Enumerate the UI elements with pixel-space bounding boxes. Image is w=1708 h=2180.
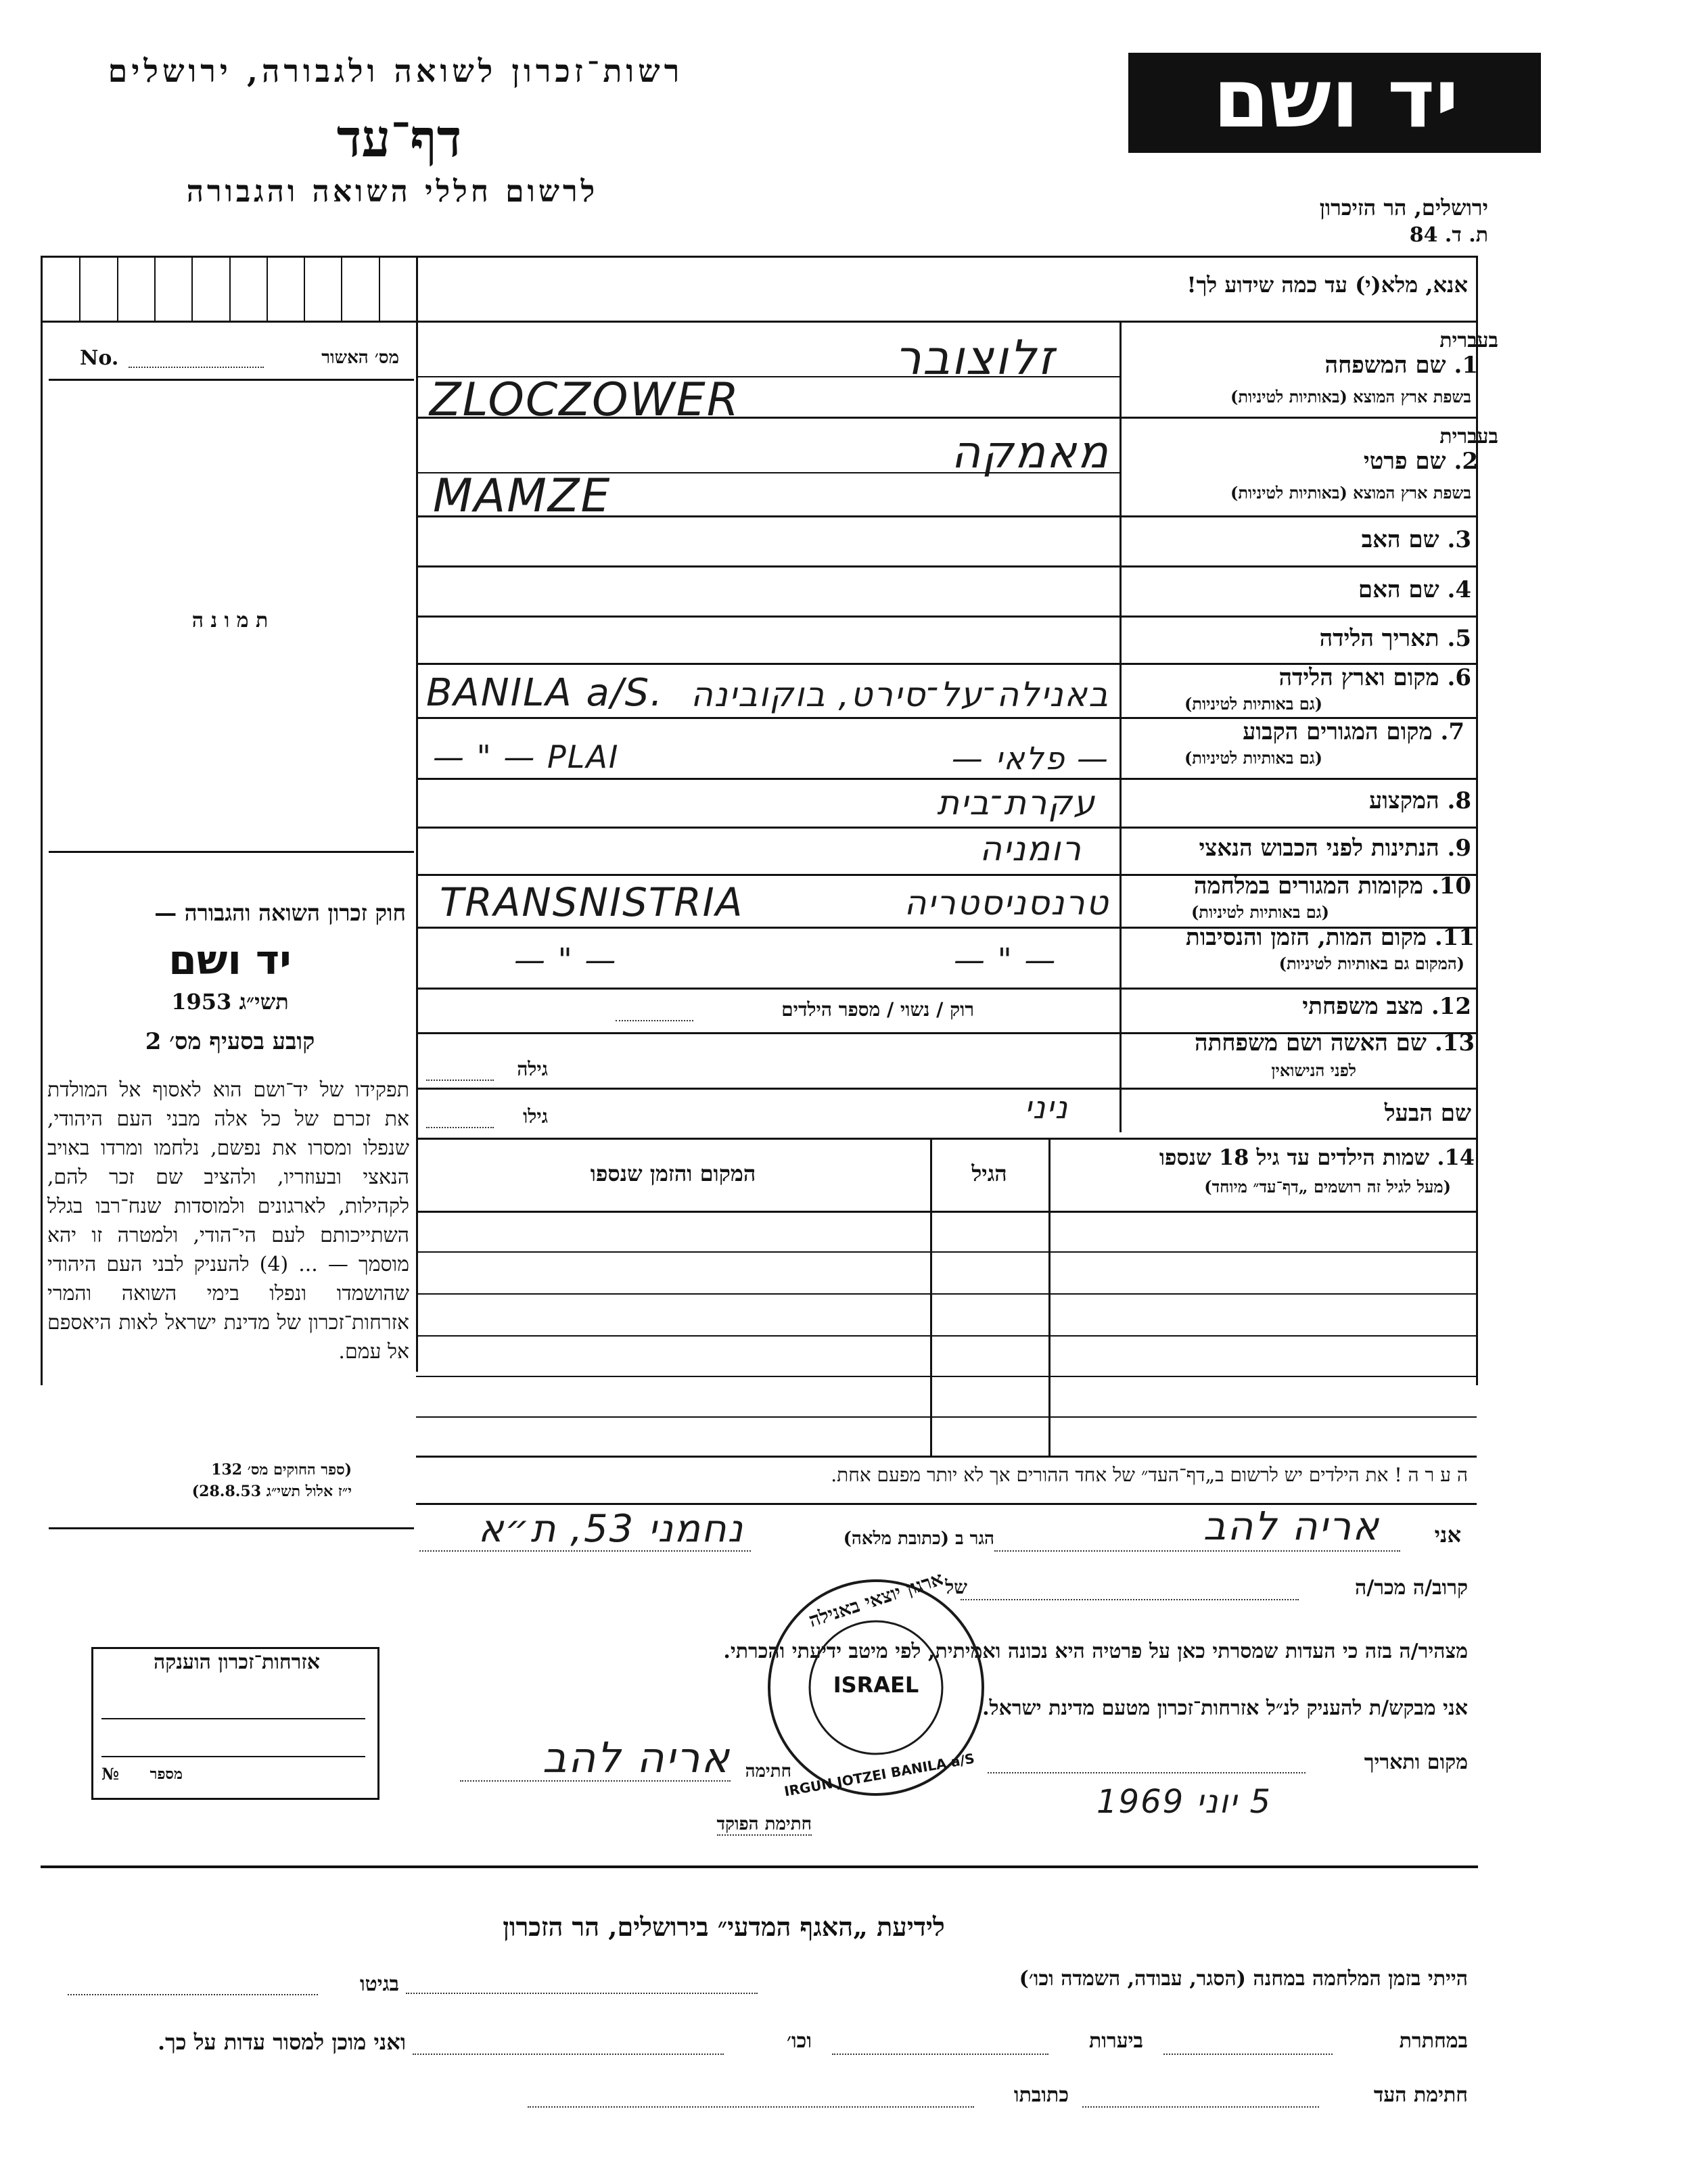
field-8-label [1369, 787, 1471, 814]
footer-line1: הייתי בזמן המלחמה במחנה (הסגר, עבודה, השמדה וכו׳) [1019, 1967, 1468, 1991]
citizenship-line-1 [101, 1718, 365, 1719]
children-header-rule [416, 1211, 1477, 1213]
law-ref2: י״ז אלול תשי״ג 28.8.53) [191, 1483, 352, 1500]
children-sub: (מעל לגיל זה רושמים „דף־עד״ מיוחד) [1204, 1177, 1451, 1197]
frame-left [41, 256, 43, 1385]
footer-title: לידיעת „האגף המדעי״ בירושלים, הר הזכרון [503, 1911, 945, 1942]
decl-address-label: הגר ב (כתובת מלאה) [843, 1529, 994, 1549]
footer-ready: ואני מוכן למסור עדות על כך. [157, 2029, 406, 2055]
law-name: יד ושם [168, 937, 292, 984]
address: ירושלים, הר הזיכרון [1319, 195, 1488, 221]
field-2-num: 2. [1454, 448, 1478, 475]
field-4-label [1358, 576, 1471, 603]
field-1-name: שם המשפחה [1324, 352, 1446, 379]
stamp-outer-text: ארגון יוצאי באנילה [806, 1567, 946, 1632]
decl-i-value: אריה להב [1203, 1503, 1380, 1549]
approval-no-label: No. [80, 346, 119, 370]
children-col-divider-2 [930, 1138, 932, 1457]
citizenship-no: № [101, 1764, 120, 1784]
footer-forests-line [832, 2054, 1048, 2055]
decl-signature-label: חתימה [745, 1761, 791, 1782]
approval-label: מס׳ האשור [321, 348, 399, 368]
field-12-label [1302, 993, 1471, 1020]
decl-i-line [994, 1550, 1400, 1552]
field-13-label [1195, 1029, 1475, 1057]
husband-rule [416, 1138, 1477, 1140]
field-5-label [1320, 625, 1471, 652]
citizenship-line-2 [101, 1756, 365, 1757]
code-box-divider [304, 256, 305, 321]
children-name: שמות הילדים עד גיל 18 שנספו [1159, 1144, 1430, 1170]
po-box: ת. ד. 84 [1409, 223, 1488, 247]
field-1-sub: בשפת ארץ המוצא (באותיות לטיניות) [1230, 387, 1471, 407]
field-12-inline: רוק / נשוי / מספר הילדים [781, 998, 974, 1021]
field-12-name: מצב משפחתי [1302, 993, 1423, 1020]
decl-signature-value: אריה להב [542, 1733, 731, 1782]
field-7-hebrew-value: — פלאי — [951, 740, 1109, 776]
children-row-5 [416, 1416, 1477, 1418]
field-8-num: 8. [1447, 787, 1471, 814]
husband-age-label: גילו [523, 1105, 548, 1128]
footer-address: כתובתו [1013, 2083, 1069, 2107]
field-6-latin-value: BANILA a/S. [426, 671, 664, 715]
approval-no-line [129, 367, 264, 368]
field-13-age-label: גילה [517, 1058, 548, 1080]
code-box-divider [341, 256, 342, 321]
field-9-num: 9. [1447, 835, 1471, 862]
law-bottom [49, 1527, 414, 1529]
field-7-name: מקום המגורים הקבוע [1243, 718, 1433, 745]
children-row-1 [416, 1251, 1477, 1253]
field-9-value: רומניה [979, 829, 1082, 868]
field-13-sub: לפני הנישואין [1271, 1061, 1356, 1080]
code-box-divider [267, 256, 268, 321]
field-1-label [1325, 352, 1478, 379]
field-7-label [1243, 718, 1464, 745]
footer-camp-line [406, 1993, 758, 1994]
field-2-rule [416, 515, 1477, 517]
field-1-latin-value: ZLOCZOWER [430, 373, 740, 427]
field-13-rule [416, 1088, 1477, 1090]
field-13-name: שם האשה ושם משפחתה [1195, 1029, 1427, 1057]
law-clause: קובע בסעיף מס׳ 2 [145, 1028, 315, 1055]
decl-declare: מצהיר/ה בזה כי העדות שמסרתי כאן על פרטיה היא נכונה ואמיתית, לפי מיטב ידיעתי והכרתי. [723, 1640, 1468, 1663]
field-11-name: מקום המות, הזמן והנסיבות [1185, 924, 1427, 951]
footer-ghetto-line [68, 1994, 318, 1995]
code-box-divider [379, 256, 380, 321]
field-2-hebrew-tag: בעברית [1439, 425, 1498, 448]
citizenship-number-label: מספר [149, 1765, 183, 1783]
left-column-divider [416, 256, 418, 1372]
code-box-divider [79, 256, 80, 321]
field-9-label [1199, 835, 1472, 862]
field-2-sub: בשפת ארץ המוצא (באותיות לטיניות) [1230, 483, 1471, 503]
husband-age-line [426, 1127, 494, 1128]
decl-signature-line [460, 1780, 731, 1782]
field-4-num: 4. [1447, 576, 1471, 603]
field-5-name: תאריך הלידה [1319, 625, 1439, 652]
decl-of-label: של [945, 1576, 967, 1598]
footer-etc: וכו׳ [787, 2029, 812, 2053]
decl-official-label: חתימת הפוקד [716, 1814, 812, 1834]
field-10-sub: (גם באותיות לטיניות) [1191, 902, 1329, 922]
field-4-name: שם האם [1358, 576, 1439, 603]
code-box-divider [154, 256, 156, 321]
field-3-label [1362, 526, 1471, 553]
field-6-num: 6. [1447, 664, 1471, 691]
field-10-num: 10. [1431, 873, 1471, 900]
field-4-rule [416, 616, 1477, 618]
form-title: דף־עד [336, 108, 462, 168]
field-6-name: מקום וארץ הלידה [1278, 664, 1439, 691]
field-10-hebrew-value: טרנסניסטריה [904, 883, 1109, 923]
decl-relative-label: קרוב/ה מכר/ה [1355, 1576, 1468, 1600]
children-col-age: הגיל [971, 1161, 1007, 1186]
field-11-label [1186, 924, 1475, 951]
children-col-divider-1 [1048, 1138, 1051, 1457]
field-7-sub: (גם באותיות לטיניות) [1184, 748, 1322, 768]
decl-official-line [717, 1834, 812, 1836]
decl-address-value: נחמני 53, ת״א [478, 1507, 744, 1551]
field-8-rule [416, 827, 1477, 829]
children-label [1159, 1144, 1475, 1170]
field-3-num: 3. [1447, 526, 1471, 553]
footer-etc-line [413, 2054, 724, 2055]
footer-address-line [528, 2106, 974, 2108]
law-title: חוק זכרון השואה והגבורה — [154, 900, 406, 926]
decl-request: אני מבקש/ת להעניק לנ״ל אזרחות־זכרון מטעם מדינת ישראל. [982, 1696, 1468, 1720]
field-2-latin-value: MAMZE [433, 469, 611, 523]
stamp-latin-text: IRGUN JOTZEI BANILA a/S [783, 1750, 976, 1800]
field-10-name: מקומות המגורים במלחמה [1193, 873, 1423, 900]
field-1-hebrew-tag: בעברית [1439, 329, 1498, 352]
field-7-num: 7. [1440, 718, 1464, 745]
children-row-2 [416, 1293, 1477, 1295]
field-11-rule [416, 988, 1477, 990]
photo-label: ת מ ו נ ה [191, 609, 269, 632]
decl-place-date-label: מקום ותאריך [1364, 1750, 1468, 1774]
decl-i-label: אני [1434, 1522, 1461, 1548]
label-column-divider [1120, 321, 1122, 1132]
field-13-age-line [426, 1080, 494, 1081]
law-text: תפקידו של יד־ושם הוא לאסוף אל המולדת את זכרם של כל אלה מבני העם היהודי, שנפלו ומסרו את נפשם, נלחמו ומרדו באויב הנאצי ובעוזריו, ולהציב שם זכר להם, לקהילות, לארגונים ולמוסדות שנח־רבו בגלל השתייכותם לעם הי־הודי, ולמטרה זו יהא מוסמך — ... (4) להעניק לבני העם היהודי שהושמדו ונפלו בימי השואה והמרי אזרחות־זכרון של מדינת ישראל לאות היאספם אל עמם. [47, 1078, 409, 1364]
field-13-num: 13. [1434, 1029, 1475, 1057]
stamp-inner-text: ISRAEL [833, 1672, 919, 1698]
declaration-bottom-rule [41, 1865, 1478, 1868]
field-2-hebrew-value: מאמקה [951, 426, 1109, 478]
photo-bottom [49, 851, 414, 853]
field-11-latin-value: — " — [514, 942, 618, 978]
field-6-label [1278, 664, 1471, 691]
decl-address-line [419, 1550, 751, 1552]
form-subtitle: לרשום חללי השואה והגבורה [186, 175, 599, 209]
footer-witness-line [1082, 2106, 1319, 2108]
code-boxes-bottom [41, 321, 416, 323]
field-8-name: המקצוע [1368, 787, 1439, 814]
field-7-rule [416, 778, 1477, 780]
field-6-sub: (גם באותיות לטיניות) [1184, 694, 1322, 714]
code-box-divider [117, 256, 118, 321]
field-2-name: שם פרטי [1363, 448, 1446, 475]
field-1-num: 1. [1454, 352, 1478, 379]
footer-witness-sig: חתימת העד [1373, 2083, 1468, 2107]
note: ה ע ר ה ! את הילדים יש לרשום ב„דף־העד״ של אחד ההורים אך לא יותר מפעם אחת. [831, 1464, 1468, 1486]
children-num: 14. [1437, 1144, 1475, 1170]
field-11-sub: (המקום גם באותיות לטיניות) [1278, 954, 1464, 973]
code-boxes [42, 256, 416, 321]
footer-ghetto: בגיטו [359, 1972, 399, 1996]
children-col-place: המקום והזמן שנספו [590, 1161, 756, 1186]
field-1-hebrew-value: זלוצובר [894, 330, 1055, 386]
code-box-divider [229, 256, 231, 321]
footer-hiding: במחתרת [1399, 2029, 1468, 2053]
field-10-latin-value: TRANSNISTRIA [440, 879, 744, 925]
code-box-divider [191, 256, 193, 321]
husband-label: שם הבעל [1384, 1100, 1471, 1127]
children-bottom [416, 1456, 1477, 1458]
field-3-rule [416, 565, 1477, 567]
field-6-hebrew-value: באנילה־על־סירט, בוקובינה [691, 675, 1109, 714]
field-5-num: 5. [1447, 625, 1471, 652]
husband-value: ניני [1024, 1089, 1069, 1126]
decl-date-value: 5 יוני 1969 [1097, 1783, 1272, 1821]
footer-hiding-line [1163, 2054, 1333, 2055]
field-1-rule [416, 417, 1477, 419]
instructions: אנא, מלא(י) עד כמה שידוע לך! [1186, 272, 1468, 298]
footer-forests: ביערות [1088, 2029, 1143, 2053]
children-count-line [616, 1020, 693, 1021]
children-row-4 [416, 1376, 1477, 1377]
field-9-name: הנתינות לפני הכבוש הנאצי [1199, 835, 1439, 862]
field-11-hebrew-value: — " — [954, 942, 1057, 978]
law-ref1: (ספר החוקים מס׳ 132 [211, 1461, 352, 1479]
field-3-name: שם האב [1361, 526, 1439, 553]
instructions-rule [416, 321, 1477, 323]
field-2-label [1364, 448, 1478, 475]
children-row-3 [416, 1335, 1477, 1337]
field-10-label [1194, 873, 1471, 900]
field-8-value: עקרת־בית [937, 783, 1096, 822]
citizenship-title: אזרחות־זכרון הוענקה [153, 1650, 321, 1674]
logo-text: יד ושם [1213, 52, 1459, 146]
field-7-latin-value: — " — PLAI [433, 739, 620, 775]
authority-title: רשות־זכרון לשואה ולגבורה, ירושלים [108, 53, 684, 89]
field-11-num: 11. [1434, 924, 1475, 951]
decl-relative-line [961, 1599, 1299, 1600]
approval-rule [49, 379, 414, 381]
law-year: תשי״ג 1953 [171, 989, 289, 1015]
decl-place-date-line [988, 1772, 1306, 1773]
field-12-num: 12. [1431, 993, 1471, 1020]
